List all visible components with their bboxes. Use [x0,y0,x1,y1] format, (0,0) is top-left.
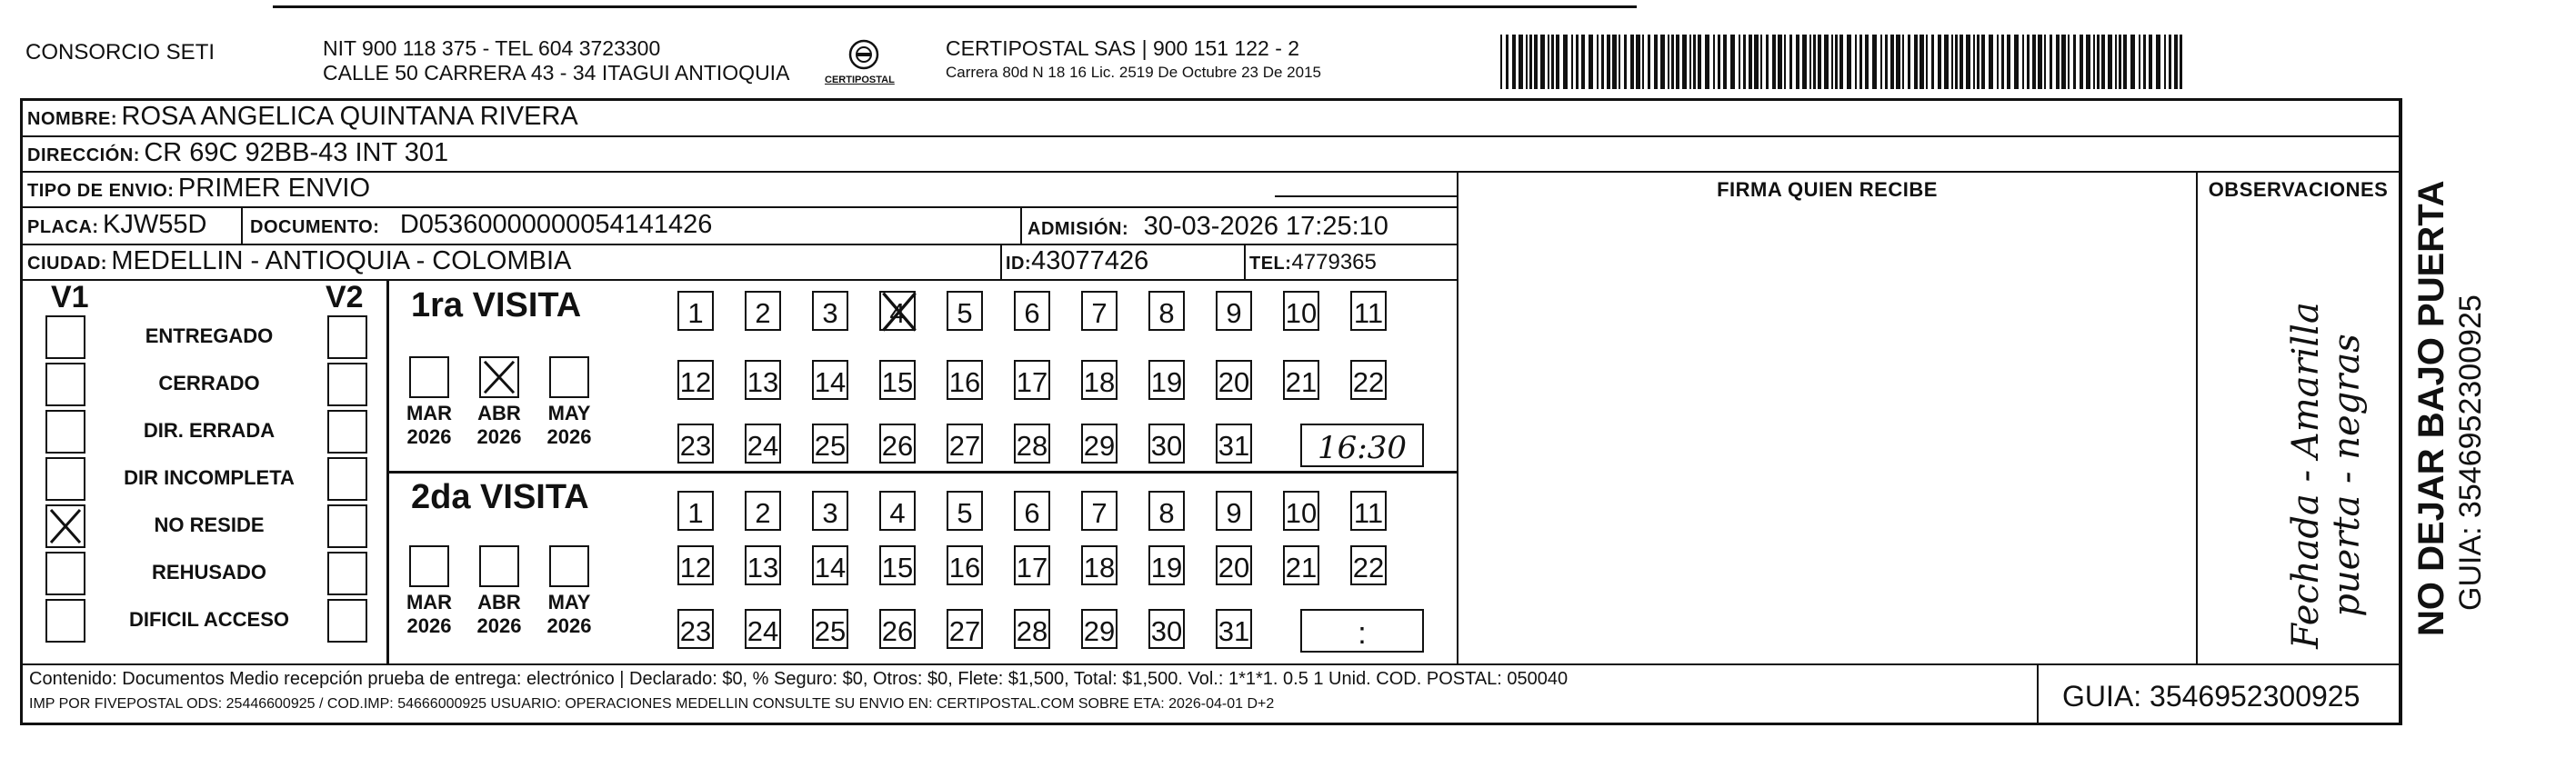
v2-label: V2 [326,280,364,314]
day-box[interactable] [1148,291,1185,331]
day-number: 20 [1218,366,1250,398]
status-checkbox-v1[interactable] [45,363,85,406]
status-checkbox-v2[interactable] [327,457,367,501]
observaciones-handwriting [2210,273,2391,654]
day-box[interactable] [677,291,714,331]
id-row [1006,246,1148,276]
certipostal-sub: Carrera 80d N 18 16 Lic. 2519 De Octubre 23 De 2015 [946,64,1321,81]
day-box[interactable] [1014,545,1050,585]
day-number: 4 [889,297,906,329]
day-box[interactable] [1081,424,1118,464]
status-checkbox-v1[interactable] [45,457,85,501]
day-number: 27 [948,615,981,647]
status-checkbox-v1[interactable] [45,504,85,548]
rule [20,206,1457,208]
day-number: 28 [1016,615,1048,647]
day-number: 19 [1150,366,1183,398]
day-box[interactable] [1350,491,1387,531]
day-number: 21 [1285,366,1318,398]
day-box[interactable] [1014,360,1050,400]
month-checkbox[interactable] [409,356,449,398]
status-checkbox-v1[interactable] [45,599,85,643]
year-label: 2026 [546,425,592,448]
year-label: 2026 [546,614,592,637]
month-checkbox[interactable] [549,356,589,398]
rule [241,206,243,244]
rule [20,279,1457,281]
day-number: 27 [948,430,981,462]
admision-value: 30-03-2026 17:25:10 [1143,212,1388,241]
month-checkbox[interactable] [479,545,519,587]
day-number: 17 [1016,552,1048,583]
obs-line-2: puerta - negras [2325,334,2368,617]
rule [2037,663,2039,725]
day-number: 16 [948,366,981,398]
day-number: 9 [1226,297,1242,329]
day-number: 26 [881,430,914,462]
year-label: 2026 [406,425,452,448]
day-box[interactable] [812,360,848,400]
day-box[interactable] [1350,291,1387,331]
month-label: ABR [477,591,521,613]
rule [1457,171,1458,664]
certipostal-line: CERTIPOSTAL SAS | 900 151 122 - 2 [946,36,1300,60]
top-rule [273,5,1637,8]
rule [2196,171,2198,664]
status-label: CERRADO [158,372,260,394]
day-number: 22 [1352,552,1385,583]
day-number: 1 [687,497,704,529]
day-box[interactable] [947,360,983,400]
year-label: 2026 [476,425,522,448]
day-number: 24 [747,615,779,647]
day-box[interactable] [745,545,781,585]
day-box[interactable] [1148,424,1185,464]
month-label: MAY [547,402,591,424]
day-box[interactable] [879,360,916,400]
status-checkbox-v1[interactable] [45,410,85,454]
day-box[interactable] [677,424,714,464]
direccion-row [27,138,448,168]
day-number: 31 [1218,615,1250,647]
day-box[interactable] [1216,291,1252,331]
day-number: 11 [1353,497,1384,529]
day-box[interactable] [1081,545,1118,585]
day-box[interactable] [812,545,848,585]
day-box[interactable] [947,491,983,531]
day-box[interactable] [812,291,848,331]
id-label: ID: [1006,254,1032,274]
tipo-row [27,174,370,204]
tel-label: TEL: [1249,254,1292,274]
day-number: 20 [1218,552,1250,583]
month-checkbox[interactable] [479,356,519,398]
day-box[interactable] [677,360,714,400]
status-checkbox-v2[interactable] [327,599,367,643]
tel-row [1249,250,1377,275]
direccion-value: CR 69C 92BB-43 INT 301 [144,138,449,167]
day-box[interactable] [745,291,781,331]
address-line: CALLE 50 CARRERA 43 - 34 ITAGUI ANTIOQUIA [323,61,790,85]
obs-line-1: Fechada - Amarilla [2284,302,2327,649]
placa-row [27,210,206,240]
day-number: 17 [1016,366,1048,398]
month-label: MAY [547,591,591,613]
day-box[interactable] [1081,291,1118,331]
year-label: 2026 [406,614,452,637]
documento-row [250,210,712,240]
day-number: 23 [679,615,712,647]
status-label: NO RESIDE [154,514,265,536]
time-box[interactable] [1300,424,1424,467]
day-number: 5 [957,497,973,529]
day-box[interactable] [1014,609,1050,649]
day-box[interactable] [879,491,916,531]
status-checkbox-v2[interactable] [327,363,367,406]
rule [386,471,1457,474]
day-number: 4 [889,497,906,529]
day-box[interactable] [879,609,916,649]
day-box[interactable] [812,609,848,649]
logo-text: CERTIPOSTAL [825,75,895,85]
day-number: 18 [1083,552,1116,583]
second-visit-title: 2da VISITA [411,478,589,516]
side-warning: NO DEJAR BAJO PUERTA [2411,180,2451,636]
day-number: 25 [814,615,847,647]
day-number: 30 [1150,430,1183,462]
rule [1020,206,1022,244]
month-checkbox[interactable] [549,545,589,587]
day-box[interactable] [1014,424,1050,464]
first-visit-title: 1ra VISITA [411,286,582,324]
status-checkbox-v1[interactable] [45,315,85,359]
direccion-label: DIRECCIÓN: [27,145,140,165]
day-box[interactable] [947,609,983,649]
day-number: 23 [679,430,712,462]
side-guia: GUIA: 3546952300925 [2453,294,2488,611]
status-label: DIR. ERRADA [143,419,276,442]
ciudad-label: CIUDAD: [27,254,107,274]
status-checkbox-v2[interactable] [327,315,367,359]
day-number: 7 [1091,297,1108,329]
day-box[interactable] [1283,291,1319,331]
tipo-value: PRIMER ENVIO [177,174,371,203]
day-number: 26 [881,615,914,647]
day-number: 12 [679,552,712,583]
day-box[interactable] [745,424,781,464]
day-box[interactable] [1283,491,1319,531]
day-box[interactable] [1350,360,1387,400]
documento-value: D05360000000054141426 [399,210,713,239]
day-mark-x [879,289,919,334]
day-number: 6 [1024,497,1040,529]
day-box[interactable] [677,491,714,531]
month-checkbox[interactable] [409,545,449,587]
rule [1000,244,1002,279]
day-number: 24 [747,430,779,462]
status-label: REHUSADO [152,561,266,583]
day-number: 30 [1150,615,1183,647]
day-number: 1 [687,297,704,329]
rule [20,663,2402,665]
day-box[interactable] [1283,545,1319,585]
day-box[interactable] [879,545,916,585]
time-value: : [1358,616,1367,651]
day-number: 13 [747,552,779,583]
barcode [1500,35,2182,89]
day-box[interactable] [1283,360,1319,400]
month-label: ABR [477,402,521,424]
tel-value: 4779365 [1291,250,1377,274]
day-box[interactable] [812,491,848,531]
day-number: 18 [1083,366,1116,398]
day-box[interactable] [745,609,781,649]
day-number: 31 [1218,430,1250,462]
status-label: DIR INCOMPLETA [124,466,295,489]
rule [1275,195,1457,197]
day-box[interactable] [879,424,916,464]
day-number: 8 [1158,497,1175,529]
ciudad-row [27,246,571,276]
day-box[interactable] [1148,609,1185,649]
day-number: 21 [1285,552,1318,583]
v1-label: V1 [51,280,89,314]
status-label: DIFICIL ACCESO [128,608,289,631]
admision-label: ADMISIÓN: [1027,219,1129,239]
documento-label: DOCUMENTO: [250,217,380,237]
rule [20,171,2402,173]
day-number: 28 [1016,430,1048,462]
day-number: 2 [755,497,771,529]
day-number: 9 [1226,497,1242,529]
day-box[interactable] [1216,545,1252,585]
day-box[interactable] [1014,291,1050,331]
nombre-label: NOMBRE: [27,109,118,129]
placa-value: KJW55D [103,210,207,239]
ciudad-value: MEDELLIN - ANTIOQUIA - COLOMBIA [111,246,572,275]
year-label: 2026 [476,614,522,637]
day-number: 3 [822,497,838,529]
certipostal-logo [823,36,905,91]
day-number: 15 [881,366,914,398]
tipo-label: TIPO DE ENVIO: [27,181,175,201]
day-number: 6 [1024,297,1040,329]
day-number: 7 [1091,497,1108,529]
day-number: 25 [814,430,847,462]
month-label: MAR [406,591,453,613]
day-number: 29 [1083,615,1116,647]
day-box[interactable] [1216,424,1252,464]
day-number: 15 [881,552,914,583]
day-number: 5 [957,297,973,329]
status-checkbox-v2[interactable] [327,410,367,454]
day-box[interactable] [1148,360,1185,400]
day-box[interactable] [1081,609,1118,649]
company-name: CONSORCIO SETI [25,40,216,65]
day-number: 12 [679,366,712,398]
footer-line-2: IMP POR FIVEPOSTAL ODS: 25446600925 / COD.IMP: 54666000925 USUARIO: OPERACIONES MEDELLIN CONSULTE SU ENVIO EN: CERTIPOSTAL.COM SOBRE ETA: 2026-04-01 D+2 [29,696,1275,712]
day-box[interactable] [1216,491,1252,531]
day-box[interactable] [812,424,848,464]
day-number: 2 [755,297,771,329]
day-number: 8 [1158,297,1175,329]
footer-guia: GUIA: 3546952300925 [2062,680,2360,713]
day-box[interactable] [745,491,781,531]
day-box[interactable] [947,291,983,331]
day-number: 13 [747,366,779,398]
day-box[interactable] [1216,609,1252,649]
day-number: 16 [948,552,981,583]
firma-header: FIRMA QUIEN RECIBE [1717,178,1938,201]
rule [1244,244,1246,279]
rule [2399,98,2402,725]
month-label: MAR [406,402,453,424]
day-box[interactable] [1216,360,1252,400]
id-value: 43077426 [1031,246,1149,275]
day-box[interactable] [1081,360,1118,400]
day-number: 10 [1285,297,1318,329]
status-checkbox-v1[interactable] [45,552,85,595]
rule [20,135,2402,137]
status-label: ENTREGADO [145,324,274,347]
observaciones-header: OBSERVACIONES [2208,178,2389,201]
time-box[interactable] [1300,609,1424,653]
nit-line: NIT 900 118 375 - TEL 604 3723300 [323,36,661,60]
day-box[interactable] [947,545,983,585]
day-number: 29 [1083,430,1116,462]
day-number: 3 [822,297,838,329]
day-box[interactable] [879,291,916,331]
day-box[interactable] [677,609,714,649]
admision-row [1027,212,1388,242]
day-box[interactable] [745,360,781,400]
day-number: 11 [1353,297,1384,329]
footer-line-1: Contenido: Documentos Medio recepción prueba de entrega: electrónico | Declarado: $0, % Seguro: $0, Otros: $0, Flete: $1,500, Total: $1,500. Vol.: 1*1*1. 0.5 1 Unid. COD. POSTAL: 050040 [29,669,1569,689]
status-checkbox-v2[interactable] [327,504,367,548]
nombre-value: ROSA ANGELICA QUINTANA RIVERA [121,102,578,131]
rule [20,244,1457,245]
day-number: 14 [814,552,847,583]
day-box[interactable] [1148,545,1185,585]
day-box[interactable] [1014,491,1050,531]
day-number: 19 [1150,552,1183,583]
day-number: 14 [814,366,847,398]
time-value: 16:30 [1318,430,1407,466]
day-box[interactable] [1081,491,1118,531]
day-number: 10 [1285,497,1318,529]
day-box[interactable] [1350,545,1387,585]
day-box[interactable] [1148,491,1185,531]
placa-label: PLACA: [27,217,99,237]
nombre-row [27,102,578,132]
day-box[interactable] [677,545,714,585]
day-number: 22 [1352,366,1385,398]
day-box[interactable] [947,424,983,464]
status-checkbox-v2[interactable] [327,552,367,595]
